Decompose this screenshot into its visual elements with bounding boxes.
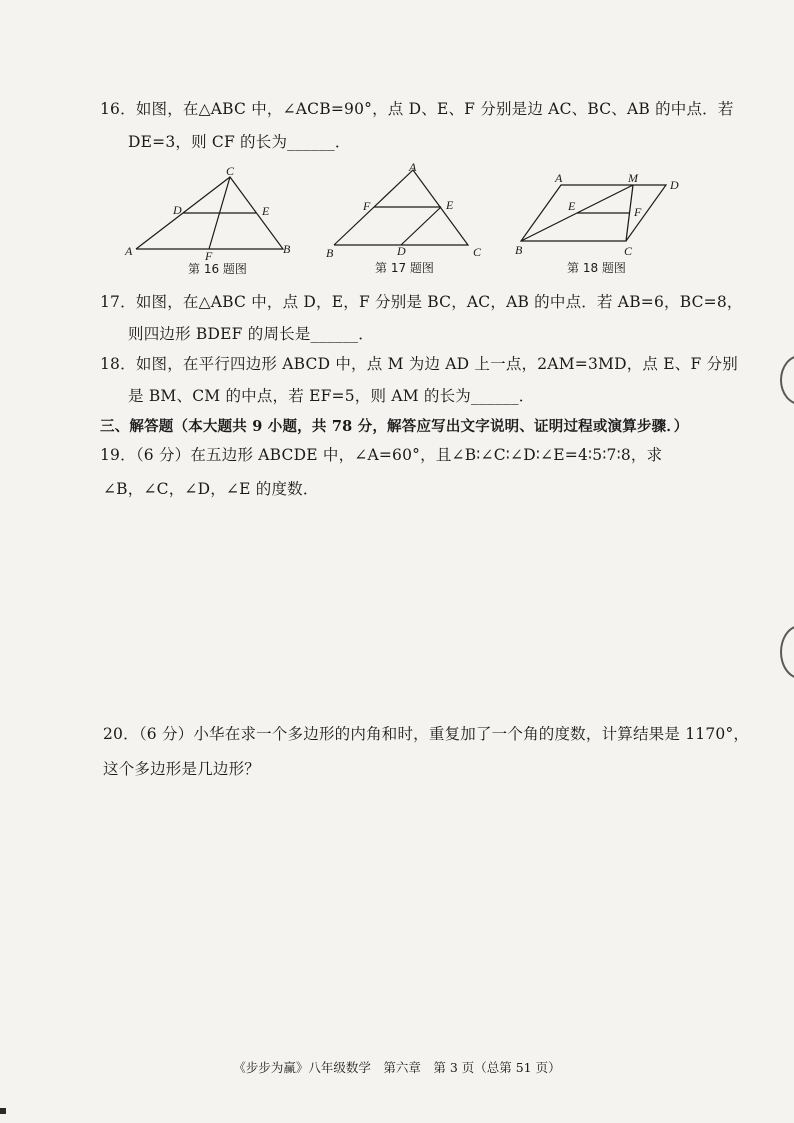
binder-hole-mark-upper <box>780 355 794 405</box>
fig18-label-c: C <box>624 244 633 258</box>
fig17-label-a: A <box>409 160 417 174</box>
fig18-label-e: E <box>568 199 576 213</box>
fig17-caption: 第 17 题图 <box>375 261 434 275</box>
fig18-label-a: A <box>555 171 563 185</box>
q20-line1: 20．（6 分）小华在求一个多边形的内角和时，重复加了一个角的度数，计算结果是 1170°， <box>103 725 750 743</box>
fig16-label-c: C <box>226 164 235 178</box>
fig16-label-b: B <box>283 242 291 256</box>
q16-line2: DE=3，则 CF 的长为______． <box>128 133 351 151</box>
fig18-label-f: F <box>634 205 642 219</box>
figure-18 <box>510 168 690 282</box>
page-footer: 《步步为赢》八年级数学 第六章 第 3 页（总第 51 页） <box>233 1060 561 1075</box>
section-3-heading: 三、解答题（本大题共 9 小题，共 78 分，解答应写出文字说明、证明过程或演算步骤．） <box>100 418 689 435</box>
fig18-caption: 第 18 题图 <box>567 261 626 275</box>
fig18-label-m: M <box>628 171 638 185</box>
q18-line1: 18．如图，在平行四边形 ABCD 中，点 M 为边 AD 上一点，2AM=3MD，点 E、F 分别 <box>100 355 738 373</box>
q18-line2: 是 BM、CM 的中点，若 EF=5，则 AM 的长为______． <box>128 387 535 405</box>
q19-line1: 19．（6 分）在五边形 ABCDE 中，∠A=60°，且∠B∶∠C∶∠D∶∠E=4∶5∶7∶8，求 <box>100 446 663 464</box>
q20-line2: 这个多边形是几边形？ <box>103 760 261 778</box>
fig16-caption: 第 16 题图 <box>188 262 247 276</box>
figure-17 <box>318 158 498 280</box>
fig16-label-f: F <box>205 249 213 263</box>
fig16-label-d: D <box>173 203 182 217</box>
fig16-label-e: E <box>262 204 270 218</box>
fig17-label-b: B <box>326 246 334 260</box>
fig17-label-e: E <box>446 198 454 212</box>
fig17-segment-ed <box>401 207 441 245</box>
q17-line2: 则四边形 BDEF 的周长是______． <box>128 325 374 343</box>
q16-line1: 16．如图，在△ABC 中，∠ACB=90°，点 D、E、F 分别是边 AC、BC、AB 的中点．若 <box>100 100 734 118</box>
fig16-label-a: A <box>125 244 133 258</box>
scan-edge-mark <box>0 1108 6 1114</box>
q19-line2: ∠B，∠C，∠D，∠E 的度数． <box>103 480 319 498</box>
q17-line1: 17．如图，在△ABC 中，点 D，E，F 分别是 BC，AC，AB 的中点．若 AB=6，BC=8， <box>100 293 743 311</box>
fig18-label-b: B <box>515 243 523 257</box>
fig18-label-d: D <box>670 178 679 192</box>
fig17-label-f: F <box>363 199 371 213</box>
fig17-label-c: C <box>473 245 482 259</box>
binder-hole-mark-lower <box>780 625 794 679</box>
fig17-label-d: D <box>397 244 406 258</box>
figure-16 <box>120 165 305 281</box>
